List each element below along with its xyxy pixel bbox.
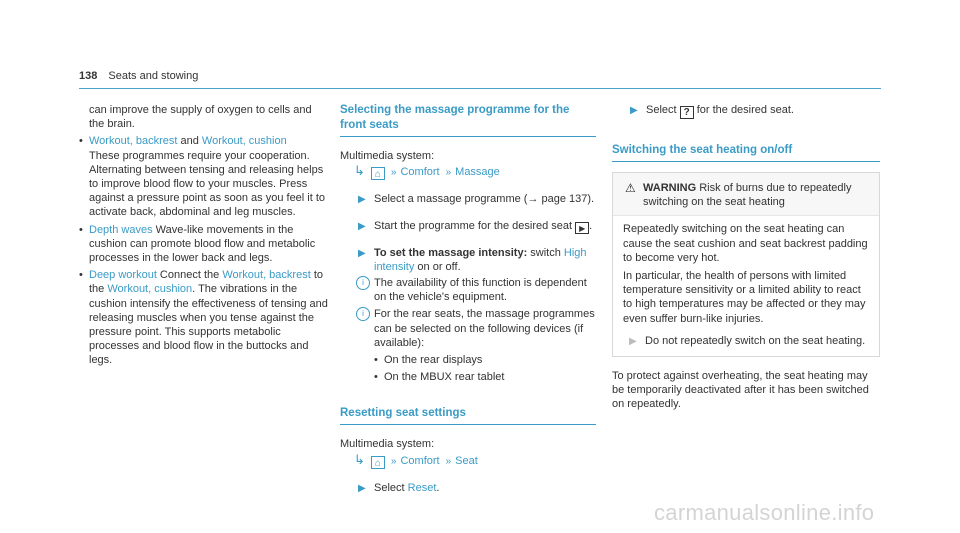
list-item: • Workout, backrest and Workout, cushion These programmes require your cooperation. Alternating between tensing and releasing helps to improve blood flow to your muscles. Press against a pressure point as soon as you feel it to activate back, abdominal and leg muscles. bbox=[79, 135, 326, 219]
program-link[interactable]: Depth waves bbox=[89, 223, 153, 236]
step-item: ▶ Select ? for the desired seat. bbox=[630, 104, 794, 118]
program-link[interactable]: Workout, cushion bbox=[201, 135, 287, 148]
program-link[interactable]: Workout, cushion bbox=[107, 283, 193, 296]
section-divider bbox=[612, 161, 880, 162]
info-icon: i bbox=[356, 307, 370, 321]
section-divider bbox=[340, 424, 596, 425]
step-item: ▶ Do not repeatedly switch on the seat heating. bbox=[623, 334, 871, 348]
program-link[interactable]: Workout, backrest bbox=[89, 135, 178, 148]
multimedia-label: Multimedia system: bbox=[340, 150, 435, 162]
seat-heating-icon[interactable]: ? bbox=[680, 106, 694, 119]
chevron-right-icon: » bbox=[445, 167, 452, 179]
step-triangle-icon: ▶ bbox=[358, 220, 366, 232]
column-right bbox=[612, 103, 880, 412]
header-divider bbox=[79, 88, 881, 89]
warning-icon: ⚠ bbox=[625, 181, 636, 195]
reset-option[interactable]: Reset bbox=[407, 481, 437, 494]
return-arrow-icon: ↳ bbox=[354, 163, 365, 179]
page-header bbox=[79, 70, 198, 82]
section-divider bbox=[340, 136, 596, 137]
step-triangle-icon: ▶ bbox=[358, 194, 366, 206]
chevron-right-icon: » bbox=[390, 455, 397, 467]
chapter-title: Seats and stowing bbox=[108, 70, 199, 82]
closing-text: To protect against overheating, the seat heating may be temporarily deactivated after it has been switched on repeatedly. bbox=[612, 370, 869, 411]
list-item: • On the rear displays bbox=[374, 354, 483, 367]
warning-box bbox=[612, 172, 880, 357]
high-intensity-option[interactable]: High intensity bbox=[374, 246, 587, 273]
section-title: Selecting the massage programme for the front seats bbox=[340, 104, 570, 131]
page-number: 138 bbox=[79, 70, 98, 82]
step-triangle-icon: ▶ bbox=[358, 247, 366, 259]
return-arrow-icon: ↳ bbox=[354, 451, 365, 467]
info-note: i The availability of this function is dependent on the vehicle's equipment. bbox=[340, 276, 596, 304]
list-item: • Deep workout Connect the Workout, backrest to the Workout, cushion. The vibrations in the cushion intensify the effectiveness of tensing and releasing muscles when you tense against the pressure point. This supports metabolic processes and blood flow in the buttocks and legs. bbox=[79, 269, 328, 367]
chevron-right-icon: » bbox=[390, 167, 397, 179]
warning-body: Repeatedly switching on the seat heating can cause the seat cushion and seat backrest padding to become very hot. In particular, the health of persons with limited temperature sensitivity or a limited ability to react to high temperatures may be affected or they may even suffer burn-like injuries. ▶ Do not repeatedly switch on the seat heating. bbox=[613, 215, 879, 356]
watermark: carmanualsonline.info bbox=[654, 500, 875, 525]
intro-text: can improve the supply of oxygen to cells and the brain. bbox=[89, 104, 312, 131]
item-text: Wave-like movements in the cushion can promote blood flow and metabolic processes in the lower back and legs. bbox=[89, 223, 316, 265]
warning-header: ⚠ WARNING Risk of burns due to repeatedly switching on the seat heating bbox=[613, 173, 879, 215]
column-middle bbox=[340, 103, 596, 495]
step-triangle-icon: ▶ bbox=[358, 482, 366, 494]
program-link[interactable]: Deep workout bbox=[89, 269, 157, 282]
step-item: ▶ Select a massage programme (→ page 137). bbox=[340, 192, 596, 206]
list-item: • On the MBUX rear tablet bbox=[374, 371, 505, 384]
menu-path bbox=[340, 164, 596, 180]
section-title: Switching the seat heating on/off bbox=[612, 144, 793, 156]
item-text: These programmes require your cooperation. Alternating between tensing and releasing helps to improve blood flow to your muscles. Press against a pressure point as soon as you feel it to activate back, abdominal and leg muscles. bbox=[89, 149, 326, 219]
step-item: ▶ Select Reset. bbox=[340, 481, 596, 495]
step-triangle-icon: ▶ bbox=[629, 335, 637, 347]
home-icon[interactable]: ⌂ bbox=[371, 167, 385, 180]
home-icon[interactable]: ⌂ bbox=[371, 456, 385, 469]
menu-comfort[interactable]: Comfort bbox=[400, 166, 440, 179]
program-link[interactable]: Workout, backrest bbox=[222, 269, 311, 282]
chevron-right-icon: » bbox=[445, 455, 452, 467]
menu-path bbox=[340, 453, 596, 469]
menu-seat[interactable]: Seat bbox=[455, 454, 478, 467]
section-title: Resetting seat settings bbox=[340, 407, 466, 420]
info-icon: i bbox=[356, 276, 370, 290]
list-item: • Depth waves Wave-like movements in the cushion can promote blood flow and metabolic processes in the lower back and legs. bbox=[79, 223, 316, 265]
menu-massage[interactable]: Massage bbox=[455, 166, 500, 179]
step-item: ▶ Start the programme for the desired seat ▶ . bbox=[358, 219, 593, 233]
info-note: i For the rear seats, the massage programmes can be selected on the following devices (if available): bbox=[340, 307, 596, 350]
step-item: ▶ To set the massage intensity: switch High intensity on or off. bbox=[358, 246, 587, 273]
column-left bbox=[79, 103, 329, 368]
step-triangle-icon: ▶ bbox=[630, 105, 638, 116]
multimedia-label: Multimedia system: bbox=[340, 438, 435, 451]
menu-comfort[interactable]: Comfort bbox=[400, 454, 440, 467]
play-button-icon[interactable]: ▶ bbox=[575, 222, 589, 234]
